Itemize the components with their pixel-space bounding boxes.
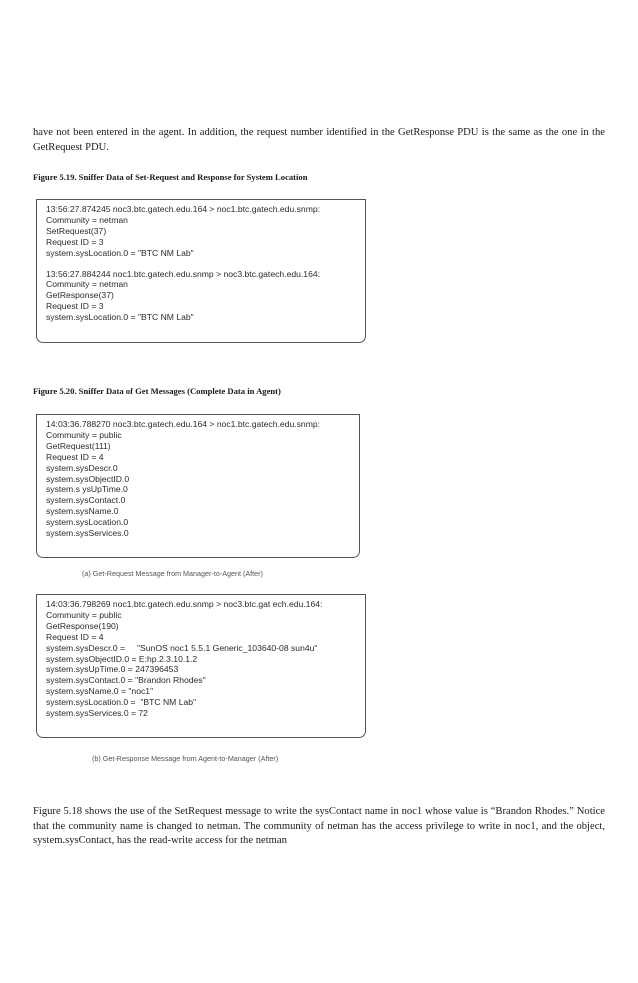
get-request-subcaption: (a) Get-Request Message from Manager-to-Agent (After) xyxy=(82,569,263,578)
code-line: 13:56:27.874245 noc3.btc.gatech.edu.164 > noc1.btc.gatech.edu.snmp: xyxy=(46,204,321,214)
code-line: GetRequest(111) xyxy=(46,440,111,451)
code-line: 14:03:36.798269 noc1.btc.gatech.edu.snmp > noc3.btc.gat ech.edu.164: xyxy=(46,599,323,609)
figure-5-20-caption: Figure 5.20. Sniffer Data of Get Messages (Complete Data in Agent) xyxy=(33,386,281,396)
code-line: Request ID = 3 xyxy=(46,236,104,247)
code-line: 13:56:27.884244 noc1.btc.gatech.edu.snmp > noc3.btc.gatech.edu.164: xyxy=(46,268,321,279)
code-line: system.sysServices.0 = 72 xyxy=(46,708,148,719)
code-line: Community = netman xyxy=(46,214,128,225)
code-line: Community = public xyxy=(46,429,122,440)
code-line: system.sysLocation.0 = "BTC NM Lab" xyxy=(46,312,194,323)
code-line: Request ID = 4 xyxy=(46,631,104,642)
closing-paragraph: Figure 5.18 shows the use of the SetRequest message to write the sysContact name in noc1 whose value is “Brandon Rhodes.” Notice that the community name is changed to netman. The community of netman has the access privilege to write in noc1, and the object, system.sysContact, has the read-write access for the netman xyxy=(33,806,605,846)
code-line: system.sysObjectID.0 = E:hp.2.3.10.1.2 xyxy=(46,653,198,664)
intro-paragraph: have not been entered in the agent. In addition, the request number identified in the GetResponse PDU is the same as the one in the GetRequest PDU. xyxy=(33,127,605,153)
code-line: 14:03:36.788270 noc3.btc.gatech.edu.164 > noc1.btc.gatech.edu.snmp: xyxy=(46,419,321,429)
code-line: system.sysContact.0 xyxy=(46,495,126,506)
code-line: system.sysContact.0 = "Brandon Rhodes" xyxy=(46,675,206,686)
get-response-subcaption: (b) Get-Response Message from Agent-to-Manager (After) xyxy=(92,754,279,763)
code-line: system.sysServices.0 xyxy=(46,528,129,539)
code-line: system.sysUpTime.0 = 247396453 xyxy=(46,664,179,675)
code-line: system.sysLocation.0 xyxy=(46,517,129,528)
code-line: Request ID = 3 xyxy=(46,301,104,312)
code-line: system.sysLocation.0 = "BTC NM Lab" xyxy=(46,697,197,708)
code-line: system.s ysUpTime.0 xyxy=(46,484,128,495)
figure-5-19-caption: Figure 5.19. Sniffer Data of Set-Request and Response for System Location xyxy=(33,172,308,182)
code-line: Request ID = 4 xyxy=(46,451,104,462)
code-line: Community = public xyxy=(46,609,122,620)
code-line: Community = netman xyxy=(46,279,128,290)
set-request-block xyxy=(46,204,357,259)
get-response-block xyxy=(46,269,357,324)
code-line: system.sysDescr.0 = "SunOS noc1 5.5.1 Generic_103640-08 sun4u" xyxy=(46,642,318,653)
code-line: GetResponse(37) xyxy=(46,290,114,301)
get-request-sniffer-box xyxy=(36,414,360,558)
code-line: system.sysObjectID.0 xyxy=(46,473,130,484)
get-response-sniffer-box xyxy=(36,594,366,738)
code-line: SetRequest(37) xyxy=(46,225,107,236)
code-line: system.sysName.0 xyxy=(46,506,119,517)
figure-5-19-sniffer-box xyxy=(36,199,366,343)
code-line: system.sysLocation.0 = "BTC NM Lab" xyxy=(46,247,194,258)
code-line: system.sysName.0 = "noc1" xyxy=(46,686,154,697)
code-line: system.sysDescr.0 xyxy=(46,462,118,473)
code-line: GetResponse(190) xyxy=(46,620,119,631)
